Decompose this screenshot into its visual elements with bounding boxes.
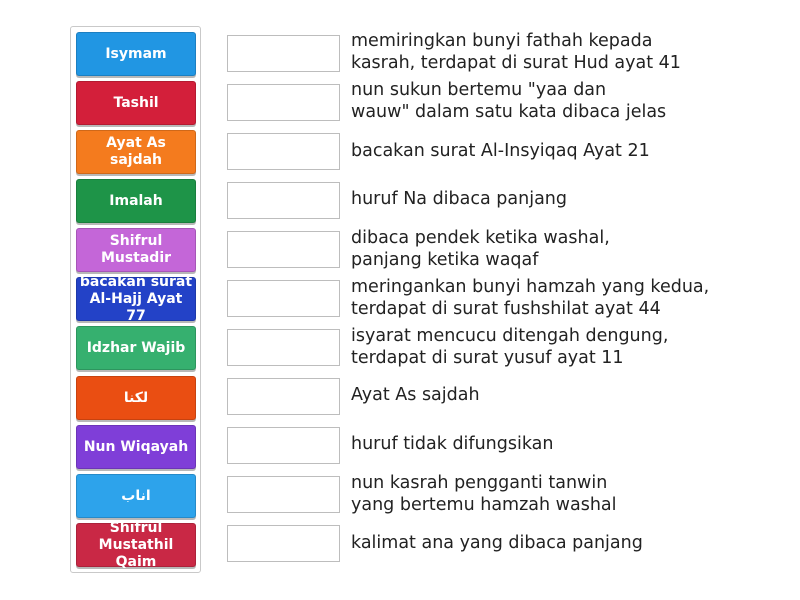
tile-shifrul-mustathil-qaim[interactable] [76, 519, 196, 570]
tile-nun-wiqayah[interactable] [76, 425, 196, 469]
description-3: bacakan surat Al-Insyiqaq Ayat 21 [351, 141, 650, 161]
tile-label: Ayat As sajdah [106, 135, 166, 168]
drop-box-2[interactable] [227, 84, 340, 121]
drop-box-7[interactable] [227, 329, 340, 366]
tile-label: Isymam [105, 45, 167, 62]
drop-box-8[interactable] [227, 378, 340, 415]
tile-imalah[interactable] [76, 179, 196, 223]
drop-box-11[interactable] [227, 525, 340, 562]
tile-label: Shifrul Mustathil Qaim [98, 519, 174, 570]
tile-shifrul-mustadir[interactable] [76, 228, 196, 272]
drop-box-4[interactable] [227, 182, 340, 219]
drop-box-6[interactable] [227, 280, 340, 317]
description-4: huruf Na dibaca panjang [351, 189, 567, 209]
tile-label: Nun Wiqayah [83, 438, 189, 455]
tile-tashil[interactable] [76, 81, 196, 125]
tile-label: Imalah [109, 192, 163, 209]
description-10: nun kasrah pengganti tanwin yang bertemu hamzah washal [351, 473, 617, 515]
tile-label: Shifrul Mustadir [100, 233, 172, 266]
tile-bacakan-surat-al-hajj[interactable] [76, 273, 196, 324]
drop-box-10[interactable] [227, 476, 340, 513]
description-7: isyarat mencucu ditengah dengung, terdapat di surat yusuf ayat 11 [351, 326, 669, 368]
drop-box-5[interactable] [227, 231, 340, 268]
tile-label: اناب [121, 487, 151, 504]
description-9: huruf tidak difungsikan [351, 434, 554, 454]
tile-idzhar-wajib[interactable] [76, 326, 196, 370]
tile-isymam[interactable] [76, 32, 196, 76]
description-6: meringankan bunyi hamzah yang kedua, terdapat di surat fushshilat ayat 44 [351, 277, 710, 319]
description-8: Ayat As sajdah [351, 385, 480, 405]
tile-label: bacakan surat Al-Hajj Ayat 77 [79, 273, 193, 324]
tile-ayat-as-sajdah[interactable] [76, 130, 196, 174]
description-11: kalimat ana yang dibaca panjang [351, 533, 643, 553]
description-2: nun sukun bertemu "yaa dan wauw" dalam satu kata dibaca jelas [351, 80, 667, 122]
drop-box-3[interactable] [227, 133, 340, 170]
tile-lakinna[interactable] [76, 376, 196, 420]
drop-box-9[interactable] [227, 427, 340, 464]
description-5: dibaca pendek ketika washal, panjang ketika waqaf [351, 228, 610, 270]
description-1: memiringkan bunyi fathah kepada kasrah, terdapat di surat Hud ayat 41 [351, 31, 681, 73]
tile-label: Tashil [113, 94, 159, 111]
tile-label: لكنا [123, 389, 149, 406]
tile-anaba[interactable] [76, 474, 196, 518]
tile-label: Idzhar Wajib [86, 339, 186, 356]
drop-box-1[interactable] [227, 35, 340, 72]
